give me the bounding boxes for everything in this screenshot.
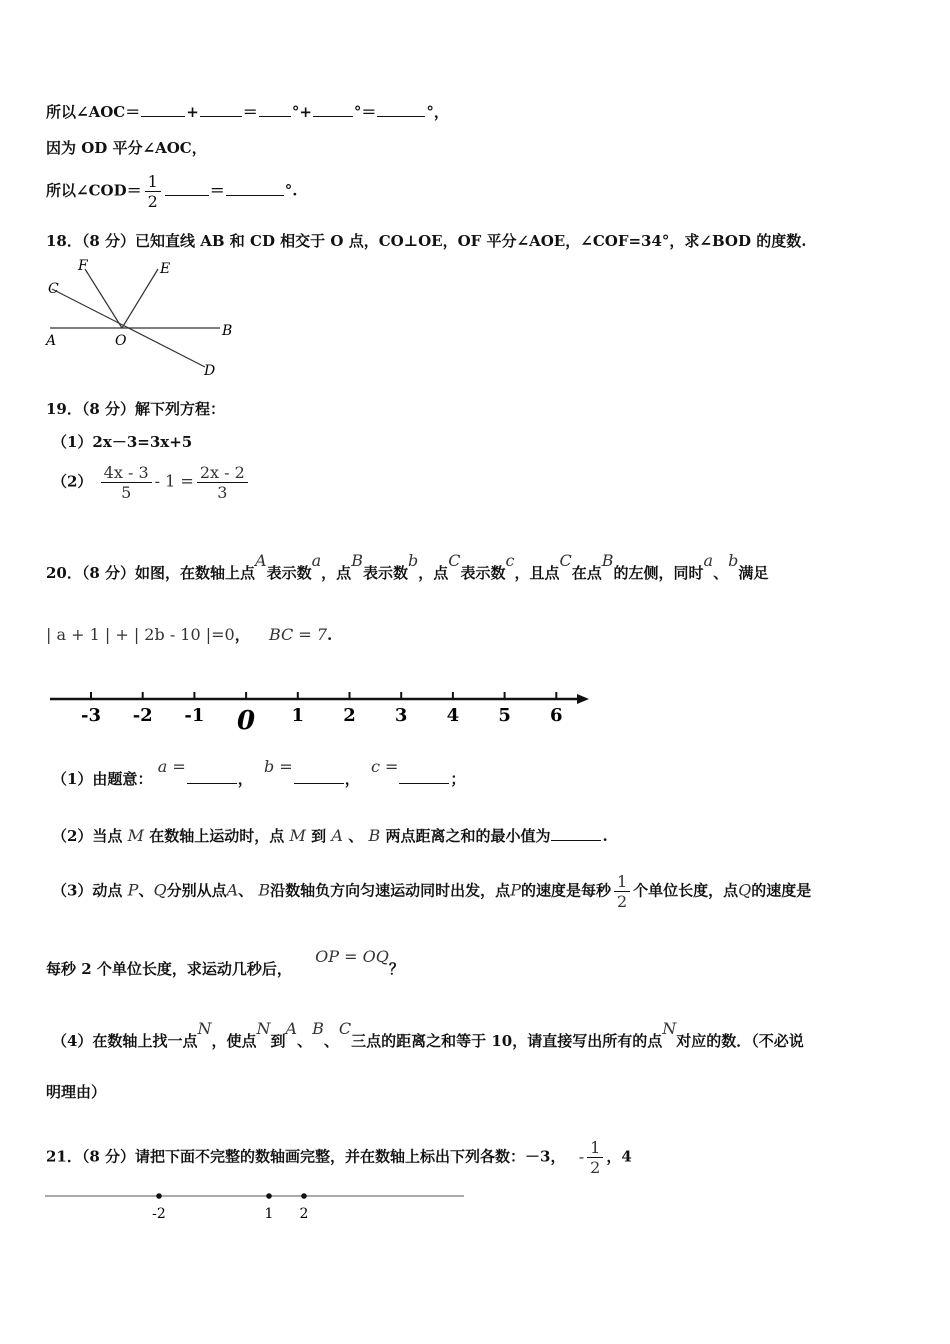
var: c = — [370, 757, 399, 776]
var: B — [601, 551, 614, 570]
axis-point — [266, 1193, 272, 1199]
text: 分别从点 — [166, 881, 227, 900]
text: （2）当点 — [52, 827, 123, 845]
text: °， — [426, 103, 449, 121]
answer-blank[interactable] — [313, 102, 353, 117]
label-o: O — [115, 333, 127, 349]
answer-blank-a[interactable] — [187, 769, 237, 784]
var: Q — [738, 880, 752, 900]
var: B — [351, 551, 363, 570]
equation: BC = 7 — [268, 625, 328, 644]
answer-blank-c[interactable] — [399, 769, 449, 784]
axis-point-label: 1 — [264, 1206, 274, 1222]
text: 、 — [323, 1032, 339, 1050]
q18-angle-diagram — [40, 255, 250, 380]
text: 满足 — [738, 564, 769, 582]
axis-tick-label: -3 — [81, 705, 101, 726]
answer-blank[interactable] — [141, 102, 185, 117]
axis-tick-label: -1 — [184, 705, 205, 726]
ray-of — [85, 269, 122, 328]
text: （3）动点 — [52, 881, 123, 900]
axis-tick-label: 2 — [343, 705, 356, 726]
var: b = — [263, 757, 293, 776]
q17-line3 — [46, 172, 298, 211]
fraction: $\frac{1}{2}$ — [145, 172, 161, 211]
axis-tick-label: 0 — [237, 706, 256, 735]
fraction: $\frac{2x - 2}{3}$ — [197, 463, 248, 502]
text: 、 — [297, 1032, 313, 1050]
text: 个单位长度，点 — [633, 881, 739, 900]
answer-blank[interactable] — [551, 826, 601, 841]
q17-line1 — [46, 101, 449, 122]
label-d: D — [204, 363, 216, 379]
text: 的速度是 — [751, 881, 812, 900]
text: 两点距离之和的最小值为 — [385, 827, 551, 845]
text: 在数轴上运动时，点 — [149, 827, 285, 845]
label-e: E — [160, 261, 171, 277]
text: 到 — [311, 827, 327, 845]
q20-part4-line2: 明理由） — [46, 1083, 107, 1101]
q20-part2 — [52, 825, 608, 846]
text: ，点 — [321, 564, 352, 582]
fraction: $\frac{4x - 3}{5}$ — [101, 463, 152, 502]
q20-number-line — [45, 685, 595, 735]
text: 表示数 — [460, 564, 506, 582]
text: - — [578, 1146, 585, 1166]
var: c — [505, 551, 515, 570]
text: 沿数轴负方向匀速运动同时出发，点 — [270, 881, 511, 900]
q20-part1 — [52, 757, 466, 789]
text: - 1 = — [154, 471, 194, 491]
text: （4）在数轴上找一点 — [52, 1032, 198, 1050]
var: N — [662, 1019, 677, 1038]
text: 在点 — [571, 564, 602, 582]
var: A — [285, 1019, 298, 1038]
text: 、 — [138, 881, 154, 900]
text: 的速度是每秒 — [520, 881, 611, 900]
text: 三点的距离之和等于 10，请直接写出所有的点 — [351, 1032, 663, 1050]
q21-incomplete-number-line — [40, 1186, 470, 1226]
text: 每秒 2 个单位长度，求运动几秒后， — [46, 960, 292, 978]
var: N — [197, 1019, 212, 1038]
q17-line2: 因为 OD 平分∠AOC， — [46, 139, 207, 157]
ray-oe — [122, 269, 158, 328]
label-a: A — [46, 333, 57, 349]
var: B — [312, 1019, 324, 1038]
q20-part3 — [52, 872, 811, 911]
text: ，点 — [418, 564, 449, 582]
text: 表示数 — [266, 564, 312, 582]
var: b — [728, 551, 739, 570]
text: 所以∠COD＝ — [46, 181, 142, 200]
text: °+ — [291, 103, 312, 121]
var: P — [510, 880, 521, 900]
text: ，4 — [606, 1147, 632, 1166]
var: A — [331, 826, 343, 845]
answer-blank[interactable] — [259, 102, 291, 117]
var: M — [289, 826, 306, 845]
axis-tick-label: 1 — [291, 705, 305, 726]
axis-tick-label: 3 — [394, 705, 408, 726]
q20-part3-line2 — [46, 947, 404, 979]
text: ， — [234, 626, 250, 644]
var: A — [255, 551, 267, 570]
answer-blank-b[interactable] — [294, 769, 344, 784]
text: 到 — [270, 1032, 286, 1050]
text: （2） — [52, 472, 93, 491]
text: ； — [450, 770, 466, 788]
text: 、 — [713, 564, 729, 582]
text: . — [602, 827, 608, 845]
text: ，使点 — [211, 1032, 257, 1050]
label-f: F — [78, 258, 88, 274]
var: a — [703, 551, 714, 570]
text: ， — [344, 770, 360, 788]
var: C — [559, 551, 572, 570]
text: 对应的数．（不必说 — [676, 1032, 804, 1050]
var: C — [448, 551, 461, 570]
equation: OP = OQ — [315, 947, 389, 966]
text: 的左侧，同时 — [613, 564, 704, 582]
q19-title: 19．（8 分）解下列方程： — [46, 400, 226, 418]
var: N — [256, 1019, 271, 1038]
q20-intro — [46, 551, 769, 583]
var: b — [407, 551, 419, 570]
var: M — [127, 826, 145, 845]
text: 所以∠AOC＝ — [46, 103, 141, 121]
text: 表示数 — [362, 564, 408, 582]
var: A — [226, 880, 239, 900]
text: °. — [284, 181, 298, 200]
text: ， — [237, 770, 253, 788]
var: a — [311, 551, 322, 570]
text: ＝ — [209, 181, 225, 200]
axis-tick-label: 6 — [550, 705, 563, 726]
axis-tick-label: -2 — [132, 705, 153, 726]
label-c: C — [48, 281, 59, 297]
fraction: $\frac{1}{2}$ — [587, 1138, 603, 1177]
text: 、 — [238, 881, 254, 900]
text: . — [327, 626, 333, 644]
text: ？ — [388, 960, 404, 978]
axis-point-label: 2 — [299, 1206, 309, 1222]
axis-point — [301, 1193, 307, 1199]
var: Q — [153, 880, 167, 900]
text: 20．（8 分）如图，在数轴上点 — [46, 564, 256, 582]
axis-point-label: -2 — [152, 1206, 166, 1222]
q18-text: 18．（8 分）已知直线 AB 和 CD 相交于 O 点，CO⊥OE，OF 平分∠AOE，∠COF=34°，求∠BOD 的度数. — [46, 232, 807, 250]
q21-text — [46, 1138, 632, 1177]
axis-tick-label: 4 — [446, 705, 460, 726]
answer-blank[interactable] — [226, 181, 284, 196]
axis-points — [152, 1193, 308, 1222]
text: （1）由题意： — [52, 770, 153, 788]
q20-part4 — [52, 1019, 804, 1051]
q19-part1: （1）2x－3=3x+5 — [52, 433, 193, 451]
label-b: B — [222, 323, 233, 339]
axis-point — [156, 1193, 162, 1199]
equation: | a + 1 | + | 2b - 10 |=0 — [46, 625, 235, 644]
var: P — [127, 880, 139, 900]
var: B — [368, 826, 381, 845]
var: B — [258, 880, 271, 900]
axis-tick-label: 5 — [498, 705, 511, 726]
answer-blank[interactable] — [200, 102, 242, 117]
q20-condition — [46, 624, 332, 645]
var: a = — [157, 757, 186, 776]
answer-blank[interactable] — [377, 102, 425, 117]
text: °＝ — [353, 103, 377, 121]
text: ＝ — [242, 103, 258, 121]
text: 21．（8 分）请把下面不完整的数轴画完整，并在数轴上标出下列各数：－3， — [46, 1147, 566, 1166]
fraction: $\frac{1}{2}$ — [614, 872, 630, 911]
answer-blank[interactable] — [165, 181, 209, 196]
var: C — [338, 1019, 352, 1038]
axis-arrow — [577, 694, 589, 704]
text: 、 — [348, 827, 364, 845]
text: + — [186, 103, 199, 121]
q19-part2 — [52, 463, 251, 502]
text: ，且点 — [514, 564, 560, 582]
